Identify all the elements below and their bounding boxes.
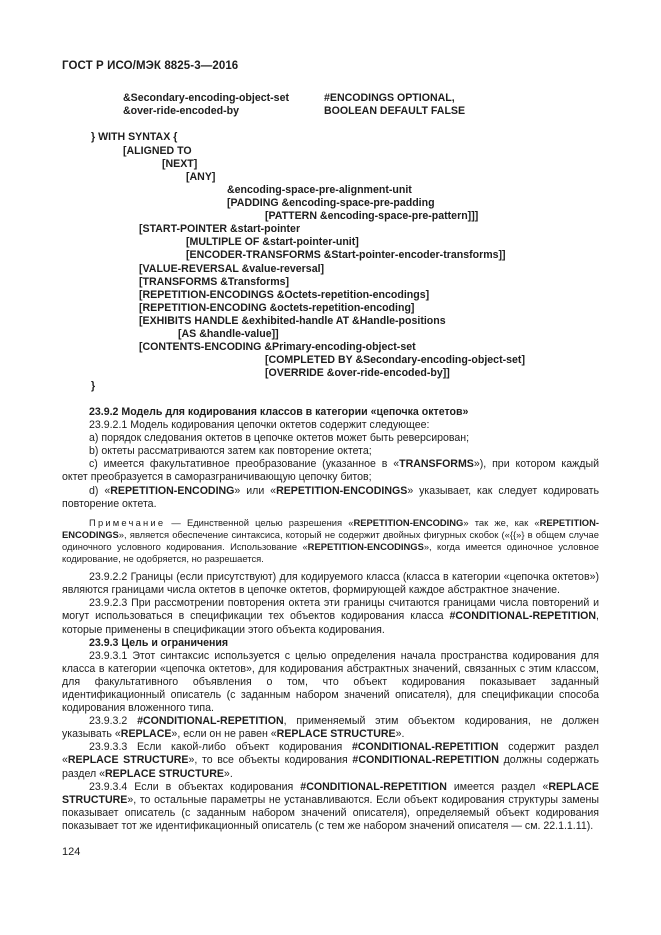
document-header: ГОСТ Р ИСО/МЭК 8825-3—2016: [62, 60, 239, 72]
syntax-line: [AS &handle-value]]: [178, 328, 279, 340]
syntax-line: [NEXT]: [162, 158, 198, 170]
page-number: 124: [62, 846, 81, 858]
syntax-line: }: [91, 380, 96, 392]
code-line: &over-ride-encoded-by: [123, 105, 239, 117]
syntax-line: &encoding-space-pre-alignment-unit: [227, 184, 412, 196]
paragraph-23-9-3-1: 23.9.3.1 Этот синтаксис используется с целью определения начала пространства кодирования для класса в категории «цепочка октетов», для кодирования абстрактных значений, связанных с этим классом, для факультативного объявления о том, что объект кодирования показывает заданный идентификационный описатель (с заданным набором значений описателя), для спецификации способа кодирования вложенного типа.: [62, 649, 599, 715]
section-heading-23-9-2: 23.9.2 Модель для кодирования классов в категории «цепочка октетов»: [89, 406, 469, 418]
paragraph-23-9-3-4: 23.9.3.4 Если в объектах кодирования #CONDITIONAL-REPETITION имеется раздел «REPLACE STRUCTURE», то остальные параметры не устанавливаются. Если объект кодирования структуры замены показывает описатель (с заданным набором значений описателя), определяемый объект кодирования показывает тот же идентификационный описатель (с тем же набором значений описателя — см. 22.1.1.11).: [62, 780, 599, 832]
syntax-line: [OVERRIDE &over-ride-encoded-by]]: [265, 367, 450, 379]
syntax-line: [PADDING &encoding-space-pre-padding: [227, 197, 435, 209]
paragraph-23-9-3-3: 23.9.3.3 Если какой-либо объект кодирования #CONDITIONAL-REPETITION содержит раздел «REPLACE STRUCTURE», то все объекты кодирования #CONDITIONAL-REPETITION должны содержать раздел «REPLACE STRUCTURE».: [62, 741, 599, 780]
paragraph-23-9-2-1: 23.9.2.1 Модель кодирования цепочки октетов содержит следующее:: [89, 419, 430, 432]
syntax-line: [VALUE-REVERSAL &value-reversal]: [139, 263, 325, 275]
list-item-a: а) порядок следования октетов в цепочке октетов может быть реверсирован;: [89, 432, 470, 445]
syntax-line: [PATTERN &encoding-space-pre-pattern]]]: [265, 210, 479, 222]
syntax-line: [START-POINTER &start-pointer: [139, 223, 301, 235]
paragraph-23-9-3-2: 23.9.3.2 #CONDITIONAL-REPETITION, применяемый этим объектом кодирования, не должен указывать «REPLACE», если он не равен «REPLACE STRUCTURE».: [62, 715, 599, 741]
syntax-line: [CONTENTS-ENCODING &Primary-encoding-object-set: [139, 341, 416, 353]
syntax-line: [ENCODER-TRANSFORMS &Start-pointer-encoder-transforms]]: [186, 249, 506, 261]
syntax-line: [REPETITION-ENCODING &octets-repetition-encoding]: [139, 302, 415, 314]
code-line: #ENCODINGS OPTIONAL,: [324, 92, 455, 104]
syntax-line: [EXHIBITS HANDLE &exhibited-handle AT &Handle-positions: [139, 315, 446, 327]
note: Примечание — Единственной целью разрешения «REPETITION-ENCODING» так же, как «REPETITION-ENCODINGS», является обеспечение синтаксиса, который не содержит двойных фигурных скобок («{{»} в общем случае одиночного условного кодирования. Использование «REPETITION-ENCODINGS», когда имеется одиночное условное кодирование, не одобряется, но разрешается.: [62, 516, 599, 565]
section-heading-23-9-3: 23.9.3 Цель и ограничения: [89, 636, 229, 649]
body-text: [62, 406, 599, 833]
syntax-line: [ALIGNED TO: [123, 145, 192, 157]
list-item-d: d) «REPETITION-ENCODING» или «REPETITION-ENCODINGS» указывает, как следует кодировать повторение октета.: [62, 484, 599, 510]
paragraph-23-9-2-2: 23.9.2.2 Границы (если присутствуют) для кодируемого класса (класса в категории «цепочка октетов») являются границами числа октетов в цепочке октетов, формирующей каждое абстрактное значение.: [62, 571, 599, 597]
syntax-line: [ANY]: [186, 171, 216, 183]
code-line: BOOLEAN DEFAULT FALSE: [324, 105, 466, 117]
list-item-c: с) имеется факультативное преобразование (указанное в «TRANSFORMS»), при котором каждый октет преобразуется в саморазграничивающую цепочку битов;: [62, 458, 599, 484]
syntax-line: [REPETITION-ENCODINGS &Octets-repetition-encodings]: [139, 289, 430, 301]
list-item-b: b) октеты рассматриваются затем как повторение октета;: [89, 445, 372, 458]
paragraph-23-9-2-3: 23.9.2.3 При рассмотрении повторения октета эти границы считаются границами числа повторений и могут использоваться в спецификации тех объектов кодирования класса #CONDITIONAL-REPETITION, которые применены в спецификации этого объекта кодирования.: [62, 597, 599, 636]
syntax-line: [TRANSFORMS &Transforms]: [139, 276, 290, 288]
code-line: &Secondary-encoding-object-set: [123, 92, 289, 104]
syntax-line: [COMPLETED BY &Secondary-encoding-object-set]: [265, 354, 525, 366]
syntax-line: [MULTIPLE OF &start-pointer-unit]: [186, 236, 359, 248]
syntax-line: } WITH SYNTAX {: [91, 131, 178, 143]
